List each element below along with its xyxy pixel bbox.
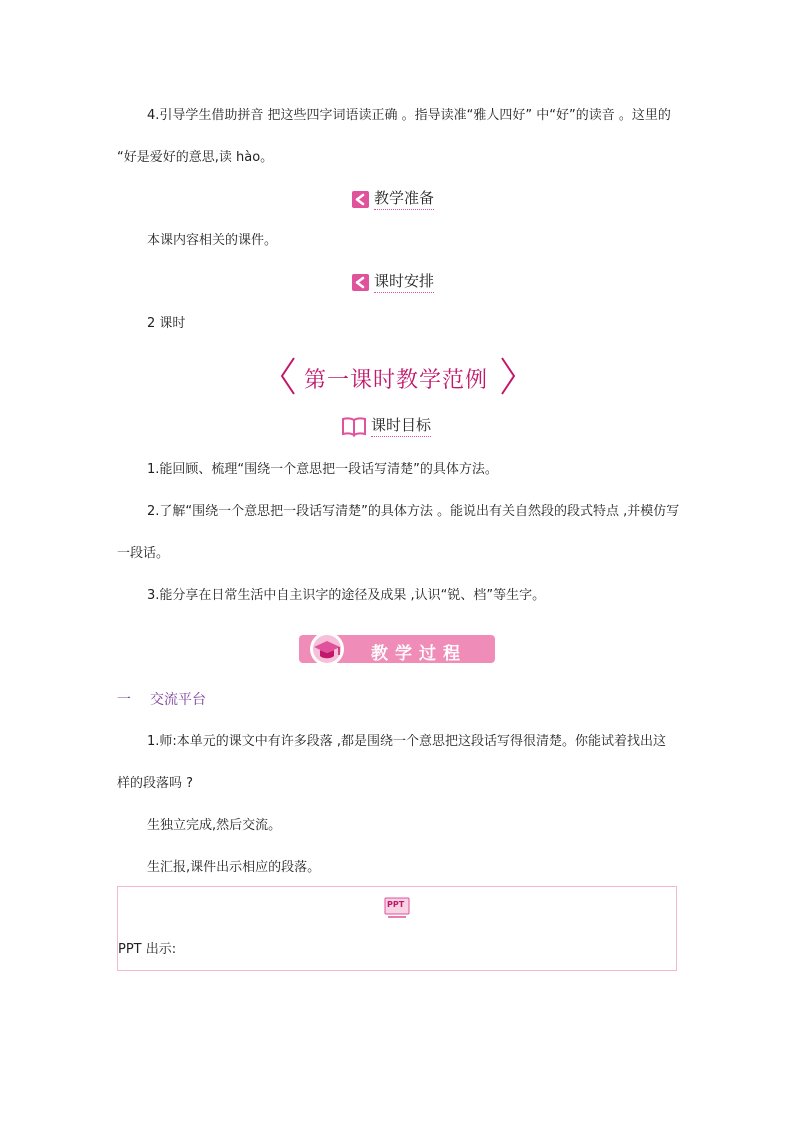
- section-heading-schedule: [352, 272, 434, 293]
- section-title-prep: 教学准备: [374, 189, 434, 210]
- student-activity-1: 生独立完成,然后交流。: [147, 818, 282, 833]
- question-1-line1: 1.师:本单元的课文中有许多段落 ,都是围绕一个意思把这段话写得很清楚。你能试着找出这: [147, 734, 667, 749]
- section-title-goals: 课时目标: [371, 416, 431, 437]
- ppt-badge-text: PPT: [387, 900, 405, 909]
- part-1-title: 交流平台: [150, 692, 206, 708]
- right-angle-bracket-icon: [498, 356, 518, 396]
- ppt-icon: [384, 897, 410, 919]
- part-1-number: 一: [117, 692, 131, 708]
- paragraph-4-line1: 4.引导学生借助拼音 把这些四字词语读正确 。指导读准“雅人四好” 中“好”的读音 。这里的: [147, 108, 671, 123]
- prep-body: 本课内容相关的课件。: [147, 233, 278, 248]
- goal-2-line1: 2.了解“围绕一个意思把一段话写清楚”的具体方法 。能说出有关自然段的段式特点 ,并模仿写: [147, 504, 680, 519]
- bookmark-arrow-icon: [352, 274, 369, 291]
- section-heading-goals: [342, 416, 431, 437]
- process-title: 教学过程: [371, 644, 467, 664]
- goal-1: 1.能回顾、梳理“围绕一个意思把一段话写清楚”的具体方法。: [147, 462, 498, 477]
- left-angle-bracket-icon: [278, 356, 298, 396]
- open-book-icon: [342, 417, 366, 437]
- section-title-schedule: 课时安排: [374, 272, 434, 293]
- ppt-label: PPT 出示:: [118, 942, 177, 957]
- goal-3: 3.能分享在日常生活中自主识字的途径及成果 ,认识“锐、档”等生字。: [147, 588, 546, 603]
- graduation-cap-icon: [308, 630, 346, 668]
- schedule-body: 2 课时: [147, 316, 186, 331]
- goal-2-line2: 一段话。: [117, 546, 170, 561]
- process-banner: [299, 635, 495, 663]
- paragraph-4-line2: “好是爱好的意思,读 hào。: [117, 150, 274, 165]
- question-1-line2: 样的段落吗 ?: [117, 776, 194, 791]
- lesson-banner: [278, 356, 518, 396]
- lesson-banner-title: 第一课时教学范例: [304, 368, 489, 393]
- student-activity-2: 生汇报,课件出示相应的段落。: [147, 860, 321, 875]
- section-heading-prep: [352, 189, 434, 210]
- ppt-display-box: [117, 886, 677, 971]
- bookmark-arrow-icon: [352, 191, 369, 208]
